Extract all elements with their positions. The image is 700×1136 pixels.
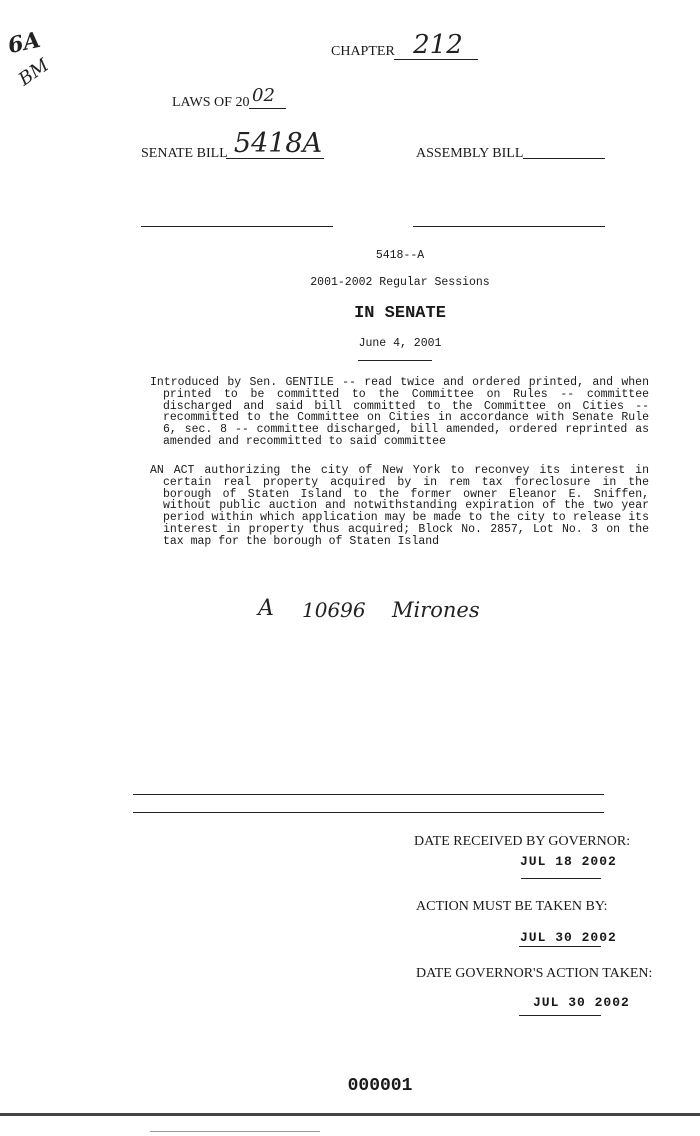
margin-note-top: 6A	[5, 26, 43, 60]
scan-edge	[0, 1113, 700, 1116]
scan-edge-lower	[150, 1131, 320, 1132]
senate-bill-number: 5418A	[233, 128, 323, 159]
action-taken-label: DATE GOVERNOR'S ACTION TAKEN:	[416, 966, 653, 981]
senate-bill-label: SENATE BILL	[141, 146, 228, 161]
chamber: IN SENATE	[354, 304, 446, 323]
act-paragraph: AN ACT authorizing the city of New York to reconvey its interest in certain real property acquired by in rem tax foreclosure in the borough of Staten Island to the former owner Eleanor E. Sniffen, without public auction and notwithstanding expiration of the two year period within which application may be made to the city to release its interest in property thus acquired; Block No. 2857, Lot No. 3 on the tax map for the borough of Staten Island	[150, 464, 649, 548]
handwritten-sponsor: Mirones	[392, 598, 480, 622]
chapter-label: CHAPTER	[331, 44, 395, 59]
date-received-value: JUL 18 2002	[520, 854, 617, 869]
action-deadline-value: JUL 30 2002	[520, 930, 617, 945]
date-received-label: DATE RECEIVED BY GOVERNOR:	[414, 834, 631, 849]
laws-label: LAWS OF 20	[172, 95, 250, 110]
margin-note-bottom: BM	[14, 54, 53, 91]
bill-date: June 4, 2001	[358, 337, 442, 350]
action-taken-value: JUL 30 2002	[533, 995, 630, 1010]
session: 2001-2002 Regular Sessions	[310, 276, 490, 289]
assembly-bill-label: ASSEMBLY BILL	[416, 146, 524, 161]
action-deadline-label: ACTION MUST BE TAKEN BY:	[416, 899, 608, 914]
handwritten-house: A	[258, 596, 274, 621]
laws-year: 02	[252, 85, 275, 106]
bill-number: 5418--A	[375, 249, 425, 262]
chapter-number: 212	[413, 30, 463, 60]
page-number: 000001	[347, 1076, 413, 1096]
introduction-paragraph: Introduced by Sen. GENTILE -- read twice and ordered printed, and when printed to be committed to the Committee on Rules -- committee discharged and said bill committed to the Committee on Cities -- recommitted to the Committee on Cities in accordance with Senate Rule 6, sec. 8 -- committee discharged, bill amended, ordered reprinted as amended and recommitted to said committee	[150, 376, 649, 448]
handwritten-number: 10696	[302, 598, 366, 622]
